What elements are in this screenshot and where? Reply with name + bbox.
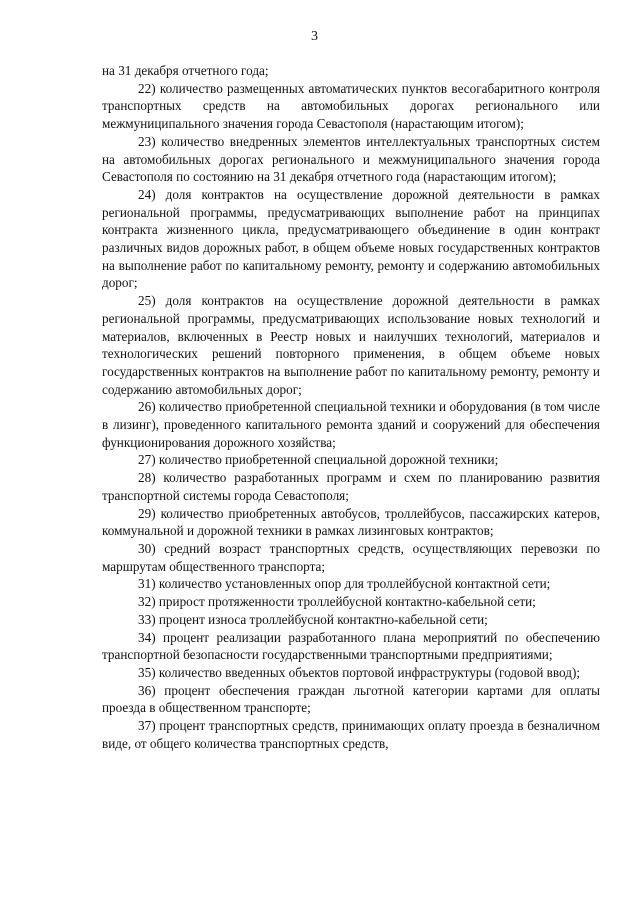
paragraph: 23) количество внедренных элементов интеллектуальных транспортных систем на автомобильных дорогах регионального и межмуниципального значения города Севастополя по состоянию на 31 декабря отчетного года (нарастающим итогом);: [102, 133, 600, 185]
page-number: 3: [311, 29, 318, 44]
paragraph: 36) процент обеспечения граждан льготной категории картами для оплаты проезда в общественном транспорте;: [102, 682, 600, 716]
paragraph: 34) процент реализации разработанного плана мероприятий по обеспечению транспортной безопасности государственными транспортными предприятиями;: [102, 629, 600, 663]
paragraph: 22) количество размещенных автоматических пунктов весогабаритного контроля транспортных средств на автомобильных дорогах регионального или межмуниципального значения города Севастополя (нарастающим итогом);: [102, 80, 600, 132]
paragraph: 35) количество введенных объектов портовой инфраструктуры (годовой ввод);: [138, 664, 581, 680]
paragraph: 37) процент транспортных средств, принимающих оплату проезда в безналичном виде, от общего количества транспортных средств,: [102, 718, 600, 751]
paragraph: 27) количество приобретенной специальной дорожной техники;: [138, 452, 499, 468]
paragraph: 33) процент износа троллейбусной контактно-кабельной сети;: [138, 611, 488, 627]
paragraph: 28) количество разработанных программ и схем по планированию развития транспортной системы города Севастополя;: [102, 470, 600, 503]
paragraph: 26) количество приобретенной специальной техники и оборудования (в том числе в лизинг), проведенного капитального ремонта зданий и сооружений для обеспечения функционирования дорожного хозяйства;: [102, 399, 600, 450]
paragraph: 30) средний возраст транспортных средств, осуществляющих перевозки по маршрутам общественного транспорта;: [102, 540, 600, 574]
document-body: [102, 62, 600, 752]
paragraph: 32) прирост протяженности троллейбусной контактно-кабельной сети;: [138, 594, 536, 610]
paragraph: 31) количество установленных опор для троллейбусной контактной сети;: [138, 576, 551, 592]
paragraph: на 31 декабря отчетного года;: [102, 63, 269, 78]
paragraph: 29) количество приобретенных автобусов, троллейбусов, пассажирских катеров, коммунальной и дорожной техники в рамках лизинговых контрактов;: [102, 505, 600, 539]
paragraph: 24) доля контрактов на осуществление дорожной деятельности в рамках региональной программы, предусматривающих выполнение работ на принципах контракта жизненного цикла, предусматривающего объединение в один контракт различных видов дорожных работ, в общем объеме новых государственных контрактов на выполнение работ по капитальному ремонту, ремонту и содержанию автомобильных дорог;: [102, 186, 600, 291]
paragraph: 25) доля контрактов на осуществление дорожной деятельности в рамках региональной программы, предусматривающих использование новых технологий и материалов, включенных в Реестр новых и наилучших технологий, материалов и технологических решений повторного применения, в общем объеме новых государственных контрактов на выполнение работ по капитальному ремонту, ремонту и содержанию автомобильных дорог;: [102, 293, 600, 397]
